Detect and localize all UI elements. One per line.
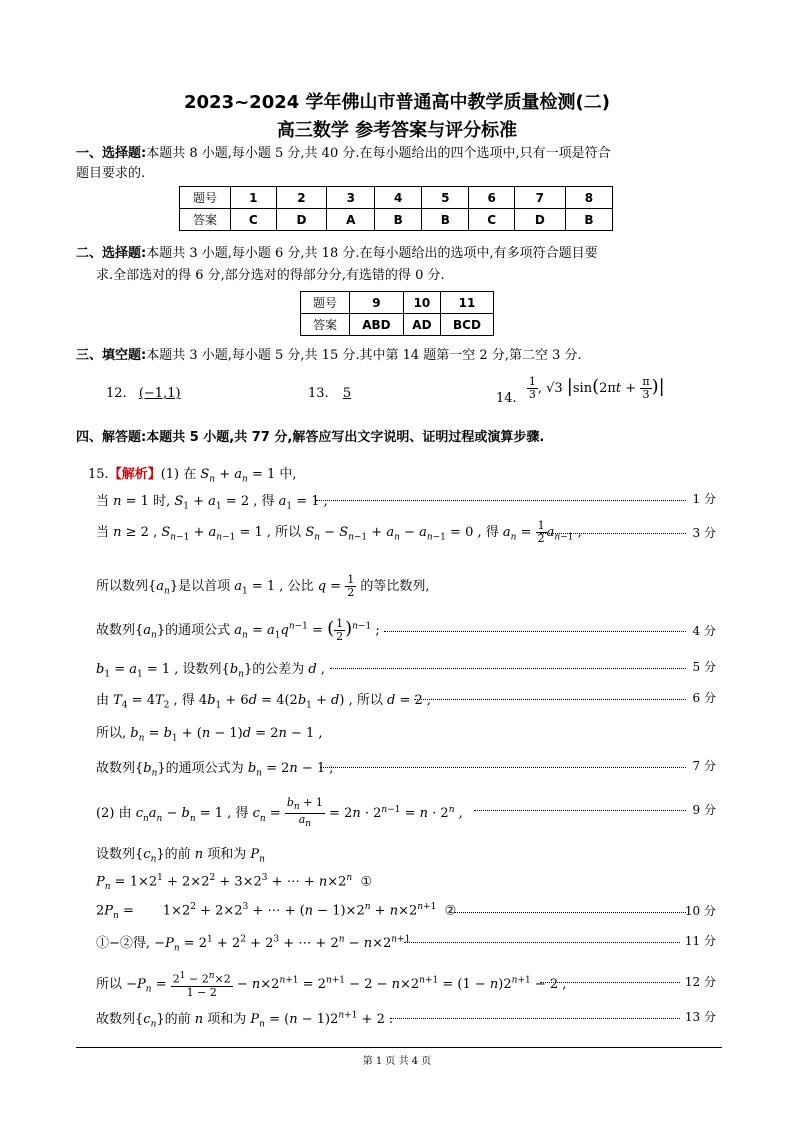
table-cell: 2 [276, 187, 327, 209]
step-9: (2) 由 $c_na_n - b_n = 1$ , 得 $c_n$ = $\frac{b_n + 1}{a_n}$ = $2n \cdot 2^{n-1} = n \cdot 2^n$ , [96, 796, 463, 830]
section3-text: 本题共 3 小题,每小题 5 分,共 15 分.其中第 14 题第一空 2 分,第二空 3 分. [146, 348, 582, 363]
solution-tag: 【解析】 [108, 467, 161, 482]
section4-label: 四、解答题: [76, 430, 147, 445]
q15-number: 15. [88, 467, 109, 482]
step-12: $2P_n$ = $1\times 2^2 + 2\times 2^3$ + ⋯ + $(n - 1)\times 2^n + n\times 2^{n+1}$ ② [96, 902, 457, 921]
score-1: 1 分 [692, 492, 716, 506]
table-row [301, 292, 494, 314]
score-10: 10 分 [684, 904, 716, 918]
score-5: 5 分 [692, 660, 716, 674]
score-9: 9 分 [692, 803, 716, 817]
table-cell: ABD [350, 314, 404, 336]
table-cell: 9 [350, 292, 404, 314]
score-11: 11 分 [684, 934, 716, 948]
table-cell: D [514, 209, 565, 231]
step-6: 由 $T_4 = 4T_2$ , 得 $4b_1 + 6d = 4(2b_1 + d)$ , 所以 d = 2 , [96, 693, 432, 711]
q13-answer: 5 [342, 386, 352, 401]
table-cell: 4 [375, 187, 422, 209]
step-8: 故数列$\{b_n\}$的通项公式为 $b_n = 2n - 1$ ; [96, 761, 334, 779]
table-cell: B [565, 209, 612, 231]
score-4: 4 分 [692, 624, 716, 638]
step-14: 所以 $-P_n$ = $\frac{2^1 - 2^n\times 2}{1 - 2}$ − $n\times 2^{n+1} = 2^{n+1} - 2 - n\times 2^{n+1} = (1 - n)2^{n+1} - 2$ , [96, 971, 567, 999]
table-row [180, 209, 613, 231]
page-footer: 第 1 页 共 4 页 [362, 1056, 432, 1067]
section2-label: 二、选择题: [76, 246, 147, 261]
table-cell: 7 [514, 187, 565, 209]
section2-answer-table [300, 291, 494, 336]
step-10: 设数列$\{c_n\}$的前 n 项和为 $P_n$ [96, 847, 265, 865]
section3-intro [76, 346, 582, 366]
score-7: 7 分 [692, 759, 716, 773]
table-header-q: 题号 [301, 292, 350, 314]
q12-answer: (−1,1) [138, 386, 181, 401]
dot-leader [316, 500, 686, 501]
step-3: 所以数列$\{a_n\}$是以首项 $a_1 = 1$ , 公比 q = $\frac{1}{2}$ 的等比数列, [96, 573, 430, 599]
q13-number: 13. [308, 386, 329, 401]
dot-leader [404, 942, 680, 943]
answer-12 [106, 386, 181, 401]
step-15: 故数列$\{c_n\}$的前 n 项和为 $P_n = (n - 1)2^{n+1} + 2$ . [96, 1010, 394, 1030]
dot-leader [454, 912, 686, 913]
answer-13 [308, 386, 351, 401]
page-title: 2023~2024 学年佛山市普通高中教学质量检测(二) [184, 92, 610, 113]
table-cell: 8 [565, 187, 612, 209]
dot-leader [384, 631, 686, 632]
table-cell: 11 [440, 292, 493, 314]
dot-leader [540, 982, 680, 983]
section2-intro [76, 244, 598, 264]
dot-leader [330, 668, 686, 669]
table-cell: 10 [403, 292, 440, 314]
dot-leader [390, 1018, 680, 1019]
section2-text-1: 本题共 3 小题,每小题 6 分,共 18 分.在每小题给出的选项中,有多项符合题目要 [146, 246, 598, 261]
q14-number: 14. [496, 391, 517, 406]
q15-intro: 15.【解析】(1) 在 $S_n + a_n = 1$ 中, [88, 467, 297, 485]
table-cell: 3 [327, 187, 375, 209]
score-6: 6 分 [692, 691, 716, 705]
dot-leader [474, 810, 686, 811]
section2-text-2: 求.全部选对的得 6 分,部分选对的得部分分,有选错的得 0 分. [96, 268, 445, 283]
table-cell: C [231, 209, 277, 231]
step-7: 所以, $b_n = b_1 + (n - 1)d = 2n - 1$ , [96, 726, 323, 744]
answer-14: 14. $\frac{1}{3}$ , √3 |sin(2πt + $\frac{\pi}{3}$ )| [496, 375, 665, 406]
table-cell: 1 [231, 187, 277, 209]
step-2: 当 n ≥ 2 , $S_{n-1} + a_{n-1} = 1$ , 所以 $S_n - S_{n-1} + a_n - a_{n-1} = 0$ , 得 $a_n$ = $\frac{1}{2}$ $a_{n-1}$ , [96, 519, 582, 545]
table-cell: BCD [440, 314, 493, 336]
section1-label: 一、选择题: [76, 146, 147, 161]
score-3: 3 分 [692, 526, 716, 540]
table-header-a: 答案 [301, 314, 350, 336]
score-12: 12 分 [684, 975, 716, 989]
dot-leader [540, 533, 686, 534]
section3-label: 三、填空题: [76, 348, 147, 363]
table-cell: 5 [422, 187, 469, 209]
table-header-q: 题号 [180, 187, 231, 209]
table-row [301, 314, 494, 336]
step-5: $b_1 = a_1 = 1$ , 设数列$\{b_n\}$的公差为 d , [96, 662, 325, 680]
table-cell: C [469, 209, 515, 231]
score-13: 13 分 [684, 1010, 716, 1024]
table-cell: B [422, 209, 469, 231]
table-row [180, 187, 613, 209]
dot-leader [414, 699, 686, 700]
section1-text-2: 题目要求的. [76, 166, 146, 181]
table-header-a: 答案 [180, 209, 231, 231]
dot-leader [320, 767, 686, 768]
section1-answer-table [179, 186, 613, 231]
step-11: $P_n = 1\times 2^1 + 2\times 2^2 + 3\times 2^3$ + ⋯ + $n\times 2^n$ ① [96, 873, 373, 892]
footer-divider [76, 1047, 722, 1048]
step-13: ①−②得, $-P_n = 2^1 + 2^2 + 2^3$ + ⋯ + $2^n - n\times 2^{n+1}$ [96, 934, 411, 954]
table-cell: D [276, 209, 327, 231]
table-cell: B [375, 209, 422, 231]
q12-number: 12. [106, 386, 127, 401]
section4-intro [76, 428, 544, 448]
step-4: 故数列$\{a_n\}$的通项公式 $a_n = a_1q^{n-1}$ = ( $\frac{1}{2}$ )$^{n-1}$ ; [96, 617, 380, 643]
table-cell: AD [403, 314, 440, 336]
section1-intro [76, 144, 611, 164]
step-1: 当 n = 1 时, $S_1 + a_1 = 2$ , 得 $a_1 = 1$ , [96, 494, 328, 512]
table-cell: 6 [469, 187, 515, 209]
table-cell: A [327, 209, 375, 231]
section4-text: 本题共 5 小题,共 77 分,解答应写出文字说明、证明过程或演算步骤. [146, 430, 545, 445]
section1-text-1: 本题共 8 小题,每小题 5 分,共 40 分.在每小题给出的四个选项中,只有一项是符合 [146, 146, 611, 161]
page-subtitle: 高三数学 参考答案与评分标准 [276, 120, 518, 141]
